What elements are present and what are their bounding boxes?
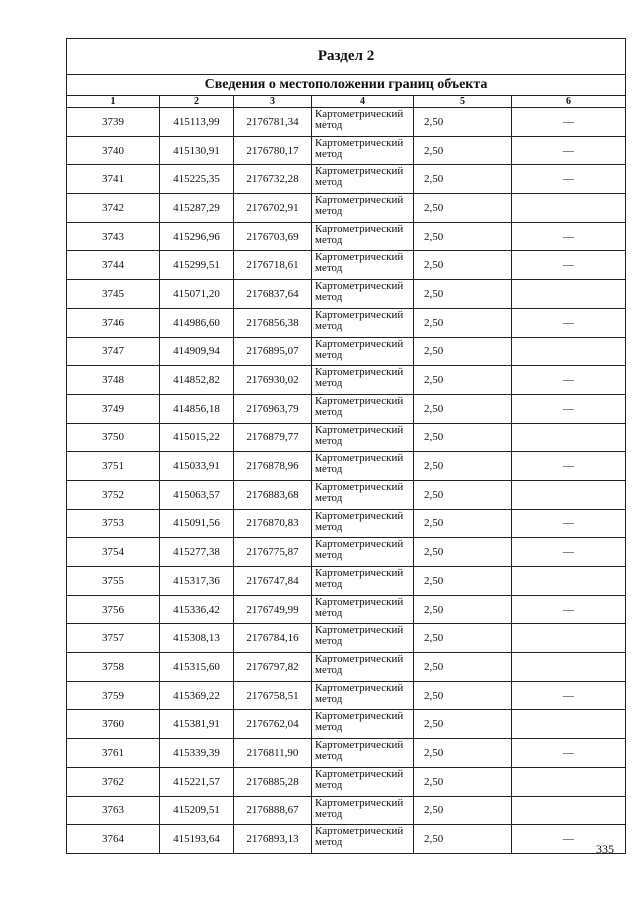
accuracy-cell: 2,50 <box>414 194 512 223</box>
table-row <box>67 653 626 682</box>
accuracy-cell: 2,50 <box>414 509 512 538</box>
y-coordinate-cell: 2176762,04 <box>234 710 312 739</box>
method-line: метод <box>315 205 343 218</box>
y-coordinate-cell: 2176837,64 <box>234 280 312 309</box>
y-coordinate-cell: 2176878,96 <box>234 452 312 481</box>
column-number: 6 <box>512 96 626 108</box>
y-coordinate-cell: 2176963,79 <box>234 394 312 423</box>
x-coordinate-cell: 415299,51 <box>160 251 234 280</box>
point-number-cell: 3746 <box>67 308 160 337</box>
x-coordinate-cell: 415317,36 <box>160 567 234 596</box>
table-row <box>67 366 626 395</box>
point-number-cell: 3763 <box>67 796 160 825</box>
method-line: метод <box>315 147 343 160</box>
x-coordinate-cell: 415315,60 <box>160 653 234 682</box>
point-number-cell: 3750 <box>67 423 160 452</box>
x-coordinate-cell: 414852,82 <box>160 366 234 395</box>
description-cell: — <box>512 308 626 337</box>
description-cell <box>512 423 626 452</box>
y-coordinate-cell: 2176895,07 <box>234 337 312 366</box>
x-coordinate-cell: 415296,96 <box>160 222 234 251</box>
description-cell: — <box>512 165 626 194</box>
method-line: Картометрический <box>315 796 404 809</box>
table-row <box>67 165 626 194</box>
method-line: Картометрический <box>315 337 404 350</box>
table-row <box>67 452 626 481</box>
description-cell <box>512 280 626 309</box>
column-number: 1 <box>67 96 160 108</box>
table-row <box>67 567 626 596</box>
x-coordinate-cell: 415339,39 <box>160 739 234 768</box>
point-number-cell: 3761 <box>67 739 160 768</box>
y-coordinate-cell: 2176888,67 <box>234 796 312 825</box>
accuracy-cell: 2,50 <box>414 767 512 796</box>
description-cell <box>512 710 626 739</box>
description-cell <box>512 337 626 366</box>
method-cell <box>312 394 414 423</box>
accuracy-cell: 2,50 <box>414 165 512 194</box>
table-row <box>67 710 626 739</box>
method-line: метод <box>315 520 343 533</box>
point-number-cell: 3742 <box>67 194 160 223</box>
method-cell <box>312 538 414 567</box>
method-line: Картометрический <box>315 567 404 579</box>
point-number-cell: 3760 <box>67 710 160 739</box>
method-line: метод <box>315 405 343 418</box>
boundary-table <box>66 38 626 854</box>
x-coordinate-cell: 415015,22 <box>160 423 234 452</box>
method-cell <box>312 251 414 280</box>
description-cell: — <box>512 538 626 567</box>
method-line: метод <box>315 635 343 648</box>
table-row <box>67 796 626 825</box>
point-number-cell: 3758 <box>67 653 160 682</box>
page-number: 335 <box>596 842 614 856</box>
method-line: Картометрический <box>315 394 404 407</box>
description-cell: — <box>512 595 626 624</box>
point-number-cell: 3743 <box>67 222 160 251</box>
accuracy-cell: 2,50 <box>414 796 512 825</box>
description-cell <box>512 767 626 796</box>
method-cell <box>312 366 414 395</box>
description-cell: — <box>512 739 626 768</box>
description-cell: — <box>512 825 626 854</box>
method-cell <box>312 825 414 854</box>
point-number-cell: 3739 <box>67 108 160 137</box>
method-line: Картометрический <box>315 538 404 551</box>
method-line: Картометрический <box>315 480 404 493</box>
description-cell <box>512 567 626 596</box>
description-cell: — <box>512 108 626 137</box>
method-line: метод <box>315 291 343 304</box>
table-row <box>67 624 626 653</box>
accuracy-cell: 2,50 <box>414 423 512 452</box>
accuracy-cell: 2,50 <box>414 710 512 739</box>
method-line: метод <box>315 119 343 131</box>
description-cell <box>512 624 626 653</box>
column-numbers-row <box>67 96 626 108</box>
method-line: Картометрический <box>315 308 404 321</box>
method-line: метод <box>315 578 343 590</box>
x-coordinate-cell: 415209,51 <box>160 796 234 825</box>
method-line: Картометрический <box>315 509 404 522</box>
table-row <box>67 825 626 854</box>
accuracy-cell: 2,50 <box>414 825 512 854</box>
description-cell: — <box>512 251 626 280</box>
point-number-cell: 3764 <box>67 825 160 854</box>
description-cell: — <box>512 222 626 251</box>
column-number: 5 <box>414 96 512 108</box>
method-line: метод <box>315 319 343 332</box>
description-cell: — <box>512 681 626 710</box>
x-coordinate-cell: 414986,60 <box>160 308 234 337</box>
table-row <box>67 308 626 337</box>
x-coordinate-cell: 415287,29 <box>160 194 234 223</box>
accuracy-cell: 2,50 <box>414 538 512 567</box>
x-coordinate-cell: 415277,38 <box>160 538 234 567</box>
method-line: Картометрический <box>315 739 404 752</box>
method-line: Картометрический <box>315 595 404 608</box>
method-line: метод <box>315 233 343 246</box>
point-number-cell: 3744 <box>67 251 160 280</box>
method-cell <box>312 624 414 653</box>
method-line: метод <box>315 491 343 504</box>
point-number-cell: 3754 <box>67 538 160 567</box>
table-row <box>67 280 626 309</box>
x-coordinate-cell: 415063,57 <box>160 480 234 509</box>
method-cell <box>312 710 414 739</box>
method-cell <box>312 509 414 538</box>
method-line: метод <box>315 721 343 734</box>
method-line: метод <box>315 463 343 476</box>
y-coordinate-cell: 2176885,28 <box>234 767 312 796</box>
accuracy-cell: 2,50 <box>414 337 512 366</box>
table-body <box>67 108 626 854</box>
table-row <box>67 194 626 223</box>
accuracy-cell: 2,50 <box>414 108 512 137</box>
y-coordinate-cell: 2176702,91 <box>234 194 312 223</box>
x-coordinate-cell: 415369,22 <box>160 681 234 710</box>
point-number-cell: 3747 <box>67 337 160 366</box>
method-line: Картометрический <box>315 108 404 120</box>
section-title: Раздел 2 <box>67 39 626 75</box>
column-number: 4 <box>312 96 414 108</box>
accuracy-cell: 2,50 <box>414 394 512 423</box>
method-line: метод <box>315 664 343 677</box>
accuracy-cell: 2,50 <box>414 452 512 481</box>
x-coordinate-cell: 415308,13 <box>160 624 234 653</box>
description-cell <box>512 653 626 682</box>
y-coordinate-cell: 2176703,69 <box>234 222 312 251</box>
y-coordinate-cell: 2176879,77 <box>234 423 312 452</box>
table-row <box>67 595 626 624</box>
method-line: метод <box>315 692 343 705</box>
description-cell: — <box>512 452 626 481</box>
method-cell <box>312 681 414 710</box>
method-line: Картометрический <box>315 280 404 293</box>
point-number-cell: 3755 <box>67 567 160 596</box>
method-cell <box>312 452 414 481</box>
table-row <box>67 681 626 710</box>
point-number-cell: 3740 <box>67 136 160 165</box>
column-number: 3 <box>234 96 312 108</box>
document-page <box>66 38 625 854</box>
x-coordinate-cell: 415336,42 <box>160 595 234 624</box>
method-line: Картометрический <box>315 452 404 465</box>
x-coordinate-cell: 415193,64 <box>160 825 234 854</box>
accuracy-cell: 2,50 <box>414 308 512 337</box>
y-coordinate-cell: 2176870,83 <box>234 509 312 538</box>
accuracy-cell: 2,50 <box>414 567 512 596</box>
description-cell: — <box>512 394 626 423</box>
method-line: Картометрический <box>315 366 404 379</box>
x-coordinate-cell: 415113,99 <box>160 108 234 137</box>
accuracy-cell: 2,50 <box>414 280 512 309</box>
table-row <box>67 480 626 509</box>
table-row <box>67 767 626 796</box>
method-cell <box>312 280 414 309</box>
method-cell <box>312 767 414 796</box>
method-line: метод <box>315 549 343 562</box>
accuracy-cell: 2,50 <box>414 251 512 280</box>
accuracy-cell: 2,50 <box>414 366 512 395</box>
accuracy-cell: 2,50 <box>414 136 512 165</box>
table-row <box>67 251 626 280</box>
method-line: метод <box>315 807 343 820</box>
table-row <box>67 108 626 137</box>
x-coordinate-cell: 415130,91 <box>160 136 234 165</box>
point-number-cell: 3762 <box>67 767 160 796</box>
y-coordinate-cell: 2176758,51 <box>234 681 312 710</box>
method-line: метод <box>315 606 343 619</box>
point-number-cell: 3753 <box>67 509 160 538</box>
x-coordinate-cell: 415381,91 <box>160 710 234 739</box>
x-coordinate-cell: 415221,57 <box>160 767 234 796</box>
y-coordinate-cell: 2176781,34 <box>234 108 312 137</box>
method-cell <box>312 108 414 137</box>
method-line: Картометрический <box>315 681 404 694</box>
description-cell <box>512 480 626 509</box>
x-coordinate-cell: 415091,56 <box>160 509 234 538</box>
method-cell <box>312 337 414 366</box>
point-number-cell: 3759 <box>67 681 160 710</box>
method-line: Картометрический <box>315 710 404 723</box>
description-cell: — <box>512 136 626 165</box>
method-line: Картометрический <box>315 767 404 780</box>
method-cell <box>312 653 414 682</box>
x-coordinate-cell: 415225,35 <box>160 165 234 194</box>
method-line: Картометрический <box>315 825 404 838</box>
y-coordinate-cell: 2176784,16 <box>234 624 312 653</box>
accuracy-cell: 2,50 <box>414 739 512 768</box>
y-coordinate-cell: 2176732,28 <box>234 165 312 194</box>
point-number-cell: 3752 <box>67 480 160 509</box>
method-cell <box>312 222 414 251</box>
method-cell <box>312 739 414 768</box>
method-line: Картометрический <box>315 136 404 149</box>
method-cell <box>312 165 414 194</box>
method-cell <box>312 595 414 624</box>
table-row <box>67 337 626 366</box>
method-cell <box>312 136 414 165</box>
method-cell <box>312 194 414 223</box>
accuracy-cell: 2,50 <box>414 222 512 251</box>
y-coordinate-cell: 2176718,61 <box>234 251 312 280</box>
method-cell <box>312 423 414 452</box>
section-subtitle: Сведения о местоположении границ объекта <box>67 75 626 96</box>
point-number-cell: 3741 <box>67 165 160 194</box>
description-cell: — <box>512 509 626 538</box>
y-coordinate-cell: 2176749,99 <box>234 595 312 624</box>
table-row <box>67 739 626 768</box>
y-coordinate-cell: 2176780,17 <box>234 136 312 165</box>
point-number-cell: 3757 <box>67 624 160 653</box>
table-row <box>67 222 626 251</box>
method-line: Картометрический <box>315 194 404 207</box>
method-line: Картометрический <box>315 624 404 637</box>
method-line: Картометрический <box>315 653 404 666</box>
method-line: метод <box>315 434 343 447</box>
method-line: Картометрический <box>315 423 404 436</box>
table-row <box>67 136 626 165</box>
accuracy-cell: 2,50 <box>414 595 512 624</box>
method-cell <box>312 796 414 825</box>
description-cell: — <box>512 366 626 395</box>
x-coordinate-cell: 414909,94 <box>160 337 234 366</box>
method-line: метод <box>315 262 343 275</box>
point-number-cell: 3749 <box>67 394 160 423</box>
method-cell <box>312 567 414 596</box>
description-cell <box>512 796 626 825</box>
accuracy-cell: 2,50 <box>414 653 512 682</box>
y-coordinate-cell: 2176747,84 <box>234 567 312 596</box>
y-coordinate-cell: 2176775,87 <box>234 538 312 567</box>
y-coordinate-cell: 2176856,38 <box>234 308 312 337</box>
description-cell <box>512 194 626 223</box>
method-cell <box>312 308 414 337</box>
method-line: метод <box>315 377 343 390</box>
y-coordinate-cell: 2176883,68 <box>234 480 312 509</box>
point-number-cell: 3756 <box>67 595 160 624</box>
y-coordinate-cell: 2176797,82 <box>234 653 312 682</box>
point-number-cell: 3748 <box>67 366 160 395</box>
table-row <box>67 394 626 423</box>
accuracy-cell: 2,50 <box>414 681 512 710</box>
x-coordinate-cell: 415033,91 <box>160 452 234 481</box>
accuracy-cell: 2,50 <box>414 624 512 653</box>
table-row <box>67 509 626 538</box>
x-coordinate-cell: 415071,20 <box>160 280 234 309</box>
y-coordinate-cell: 2176811,90 <box>234 739 312 768</box>
table-row <box>67 423 626 452</box>
method-line: метод <box>315 836 343 849</box>
accuracy-cell: 2,50 <box>414 480 512 509</box>
method-line: метод <box>315 176 343 189</box>
method-line: Картометрический <box>315 222 404 235</box>
method-line: Картометрический <box>315 251 404 264</box>
method-cell <box>312 480 414 509</box>
x-coordinate-cell: 414856,18 <box>160 394 234 423</box>
column-number: 2 <box>160 96 234 108</box>
method-line: метод <box>315 348 343 361</box>
method-line: метод <box>315 778 343 791</box>
point-number-cell: 3745 <box>67 280 160 309</box>
y-coordinate-cell: 2176893,13 <box>234 825 312 854</box>
method-line: Картометрический <box>315 165 404 178</box>
table-row <box>67 538 626 567</box>
point-number-cell: 3751 <box>67 452 160 481</box>
y-coordinate-cell: 2176930,02 <box>234 366 312 395</box>
method-line: метод <box>315 750 343 763</box>
